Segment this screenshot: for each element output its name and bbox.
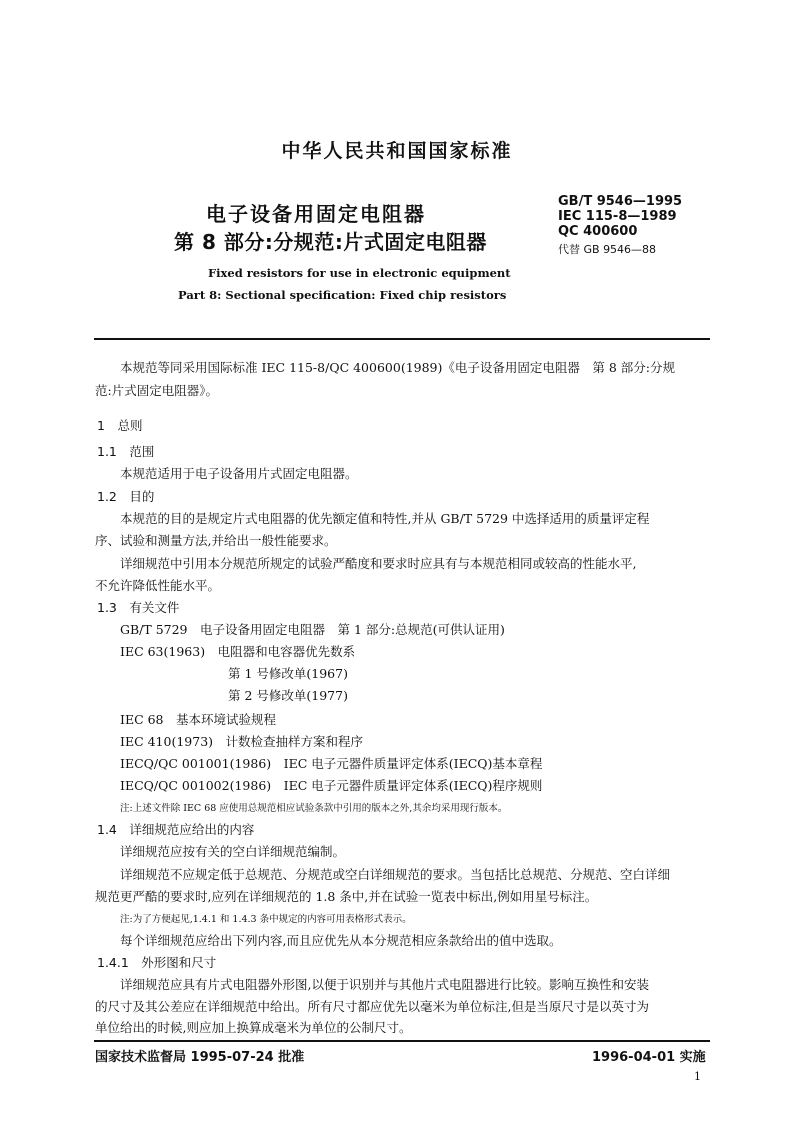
replaces-code: 代替 GB 9546—88 [558, 243, 657, 256]
iec-code: IEC 115-8—1989 [558, 209, 677, 224]
document-title: 电子设备用固定电阻器 [206, 202, 426, 226]
reference-subitem: 第 2 号修改单(1977) [228, 688, 348, 703]
effective-date: 1996-04-01 实施 [592, 1050, 706, 1065]
paragraph-line: 本规范的目的是规定片式电阻器的优先额定值和特性,并从 GB/T 5729 中选择适用的质量评定程 [120, 511, 650, 526]
reference-subitem: 第 1 号修改单(1967) [228, 666, 348, 681]
paragraph-line: 单位给出的时候,则应加上换算成毫米为单位的公制尺寸。 [95, 1020, 412, 1035]
paragraph-line: 每个详细规范应给出下列内容,而且应优先从本分规范相应条款给出的值中选取。 [120, 933, 562, 948]
section-1-2-title: 1.2 目的 [97, 489, 155, 504]
paragraph-line: 详细规范不应规定低于总规范、分规范或空白详细规范的要求。当包括比总规范、分规范、空白详细 [120, 867, 671, 882]
paragraph-line: 不允许降低性能水平。 [95, 578, 221, 593]
footer-divider [94, 1040, 710, 1042]
standard-title: 中华人民共和国国家标准 [281, 140, 513, 162]
header-divider [94, 338, 710, 340]
page-number: 1 [694, 1070, 701, 1083]
paragraph-line: 详细规范应具有片式电阻器外形图,以便于识别并与其他片式电阻器进行比较。影响互换性和安装 [120, 977, 649, 992]
section-1-1-text: 本规范适用于电子设备用片式固定电阻器。 [120, 466, 358, 481]
note: 注:为了方便起见,1.4.1 和 1.4.3 条中规定的内容可用表格形式表示。 [120, 914, 412, 925]
reference-item: GB/T 5729 电子设备用固定电阻器 第 1 部分:总规范(可供认证用) [120, 622, 505, 637]
section-1-4-title: 1.4 详细规范应给出的内容 [97, 822, 255, 837]
paragraph-line: 的尺寸及其公差应在详细规范中给出。所有尺寸都应优先以毫米为单位标注,但是当原尺寸是以英寸为 [95, 999, 649, 1014]
intro-line: 本规范等同采用国际标准 IEC 115-8/QC 400600(1989)《电子设备用固定电阻器 第 8 部分:分规 [120, 360, 676, 375]
document-subtitle: 第 8 部分:分规范:片式固定电阻器 [174, 230, 487, 254]
reference-item: IEC 410(1973) 计数检查抽样方案和程序 [120, 734, 364, 749]
reference-item: IEC 68 基本环境试验规程 [120, 712, 277, 727]
paragraph-line: 详细规范应按有关的空白详细规范编制。 [120, 844, 346, 859]
section-1-title: 1 总则 [97, 418, 143, 433]
reference-item: IEC 63(1963) 电阻器和电容器优先数系 [120, 644, 356, 659]
paragraph-line: 序、试验和测量方法,并给出一般性能要求。 [95, 533, 337, 548]
approval-date: 国家技术监督局 1995-07-24 批准 [95, 1050, 305, 1065]
intro-line: 范:片式固定电阻器》。 [95, 383, 218, 398]
section-1-4-1-title: 1.4.1 外形图和尺寸 [97, 955, 217, 970]
paragraph-line: 规范更严酷的要求时,应列在详细规范的 1.8 条中,并在试验一览表中标出,例如用星号标注。 [95, 889, 598, 904]
english-title: Fixed resistors for use in electronic equipment [208, 266, 511, 280]
note: 注:上述文件除 IEC 68 应使用总规范相应试验条款中引用的版本之外,其余均采用现行版本。 [120, 803, 508, 814]
section-1-3-title: 1.3 有关文件 [97, 600, 180, 615]
reference-item: IECQ/QC 001001(1986) IEC 电子元器件质量评定体系(IECQ)基本章程 [120, 756, 543, 771]
reference-item: IECQ/QC 001002(1986) IEC 电子元器件质量评定体系(IECQ)程序规则 [120, 778, 543, 793]
standard-code: GB/T 9546—1995 [558, 194, 683, 209]
qc-code: QC 400600 [558, 224, 638, 239]
section-1-1-title: 1.1 范围 [97, 444, 155, 459]
english-subtitle: Part 8: Sectional specification: Fixed chip resistors [178, 288, 507, 302]
paragraph-line: 详细规范中引用本分规范所规定的试验严酷度和要求时应具有与本规范相同或较高的性能水平, [120, 556, 637, 571]
